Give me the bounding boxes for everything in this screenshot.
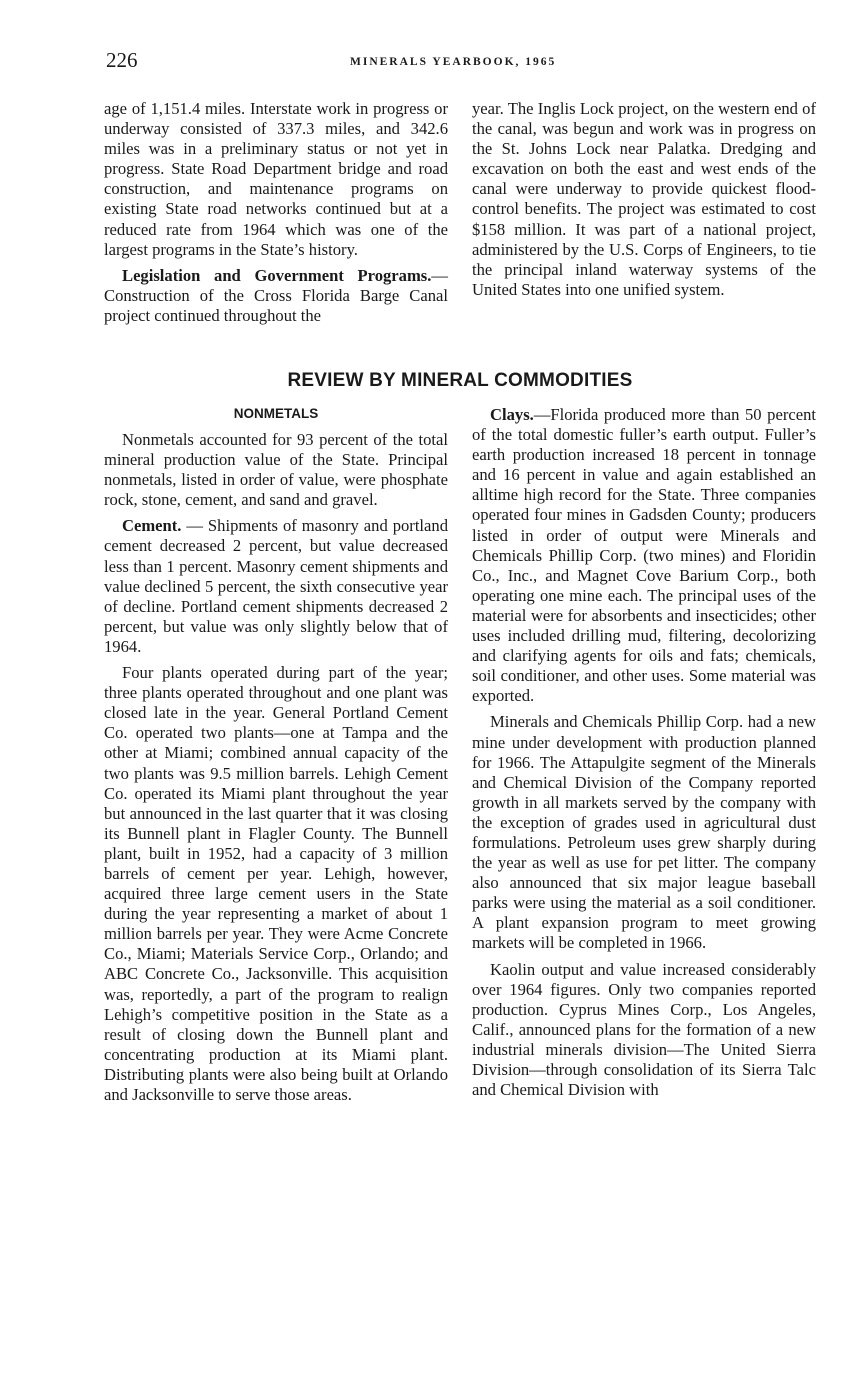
paragraph: age of 1,151.4 miles. Interstate work in progress or underway consisted of 337.3 miles, and 342.6 miles was in a preliminary status or not yet in progress. State Road Department bridge and road construction, and maintenance programs on existing State road networks continued but at a reduced rate from 1964 which was one of the largest programs in the State’s history.	[104, 99, 448, 259]
paragraph: Four plants operated during part of the year; three plants operated throughout and one plant was closed late in the year. General Portland Cement Co. operated two plants—one at Tampa and the other at Miami; combined annual capacity of the two plants was 9.5 million barrels. Lehigh Cement Co. operated its Miami plant throughout the year but announced in the last quarter that it was closing its Bunnell plant in Flagler County. The Bunnell plant, built in 1952, had a capacity of 3 million barrels of cement per year. Lehigh, however, acquired three large cement users in the State during the year representing a market of about 1 million barrels per year. They were Acme Concrete Co., Miami; Materials Service Corp., Orlando; and ABC Concrete Co., Jacksonville. This acquisition was, reportedly, a part of the program to realign Lehigh’s competitive position in the State as a result of closing down the Bunnell plant and concentrating production at its Miami plant. Distributing plants were also being built at Orlando and Jacksonville to serve those areas.	[104, 663, 448, 1104]
paragraph-heading: Legislation and Government Programs.	[122, 265, 432, 285]
paragraph: Minerals and Chemicals Phillip Corp. had a new mine under development with production planned for 1966. The Attapulgite segment of the Minerals and Chemical Division of the Company reported growth in all markets served by the company with the exception of grades used in agricultural dust formulations. Petroleum uses grew sharply during the year as well as use for pet litter. The company also announced that six major league baseball parks were using the material as a soil conditioner. A plant expansion program to meet growing markets will be completed in 1966.	[472, 712, 816, 953]
page-number: 226	[106, 48, 138, 72]
paragraph-body: —Florida produced more than 50 percent of the total domestic fuller’s earth output. Fuller’s earth production increased 18 percent in tonnage and 16 percent in value and again established an alltime high record for the State. Three companies operated four mines in Gadsden County; producers listed in order of output were Minerals and Chemicals Phillip Corp. (two mines) and Floridin Co., Inc., and Magnet Cove Barium Corp., both operating one mine each. The principal uses of the material were for absorbents and insecticides; other uses included drilling mud, filtering, decolorizing and clarifying agents for oils and fats; chemicals, soil conditioner, and other uses. Some material was exported.	[472, 405, 816, 706]
bottom-right-column	[472, 405, 816, 1106]
running-title: MINERALS YEARBOOK, 1965	[350, 56, 557, 68]
paragraph-body: —Construction of the Cross Florida Barge Canal project continued throughout the	[104, 265, 448, 325]
paragraph-heading: Cement.	[122, 516, 182, 536]
bottom-left-column	[104, 430, 448, 1111]
page-header	[106, 48, 818, 76]
top-right-column	[472, 99, 816, 306]
paragraph	[472, 405, 816, 706]
paragraph: Kaolin output and value increased considerably over 1964 figures. Only two companies reported production. Cyprus Mines Corp., Los Angeles, Calif., announced plans for the formation of a new industrial minerals division—The United Sierra Division—through consolidation of its Sierra Talc and Chemical Division with	[472, 959, 816, 1100]
section-title: REVIEW BY MINERAL COMMODITIES	[287, 370, 633, 391]
subsection-title: NONMETALS	[233, 406, 319, 421]
paragraph-body: — Shipments of masonry and portland cement decreased 2 percent, but value decreased less than 1 percent. Masonry cement shipments and value declined 5 percent, the sixth consecutive year of decline. Portland cement shipments decreased 2 percent, but value was only slightly below that of 1964.	[104, 516, 448, 656]
paragraph	[104, 516, 448, 657]
paragraph-heading: Clays.	[490, 405, 534, 424]
paragraph	[104, 266, 448, 326]
top-left-column	[104, 99, 448, 332]
paragraph: year. The Inglis Lock project, on the western end of the canal, was begun and work was in progress on the St. Johns Lock near Palatka. Dredging and excavation on both the east and west ends of the canal were underway to provide quickest flood-control benefits. The project was estimated to cost $158 million. It was part of a national project, administered by the U.S. Corps of Engineers, to tie the principal inland waterway systems of the United States into one unified system.	[472, 99, 816, 299]
paragraph: Nonmetals accounted for 93 percent of the total mineral production value of the State. Principal nonmetals, listed in order of value, were phosphate rock, stone, cement, and sand and gravel.	[104, 430, 448, 510]
